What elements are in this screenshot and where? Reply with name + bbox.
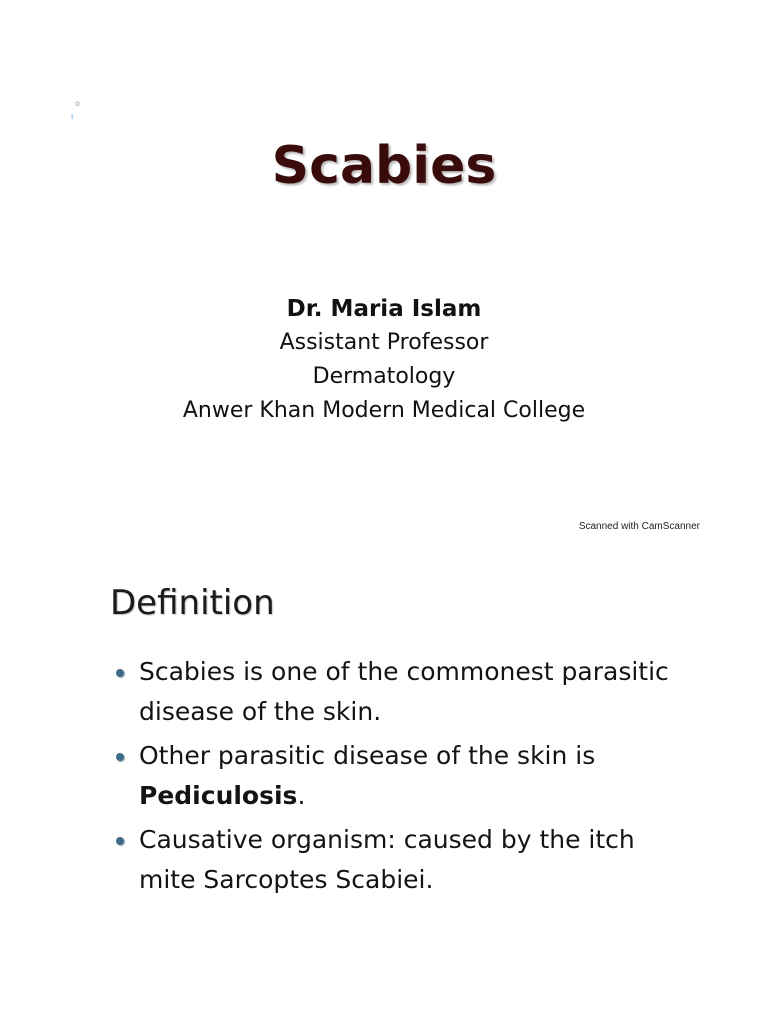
bullet-line: Scabies is one of the commonest parasitic (139, 657, 669, 686)
bullet-line-tail: . (297, 781, 306, 810)
author-position: Assistant Professor (279, 330, 489, 355)
bullet-dot-icon (116, 837, 124, 845)
bullet-line: Causative organism: caused by the itch (139, 825, 635, 854)
bullet-bold-term: Pediculosis (139, 781, 298, 810)
scan-artifact-bottom: ı (71, 112, 74, 121)
definition-heading: Definition (110, 583, 275, 623)
bullet-dot-icon (116, 669, 124, 677)
definition-list (112, 652, 712, 904)
list-item (112, 820, 712, 900)
author-block (0, 292, 768, 428)
list-item (112, 652, 712, 732)
bullet-line: Other parasitic disease of the skin is (139, 741, 596, 770)
bullet-dot-icon (116, 753, 124, 761)
bullet-line: disease of the skin. (139, 697, 382, 726)
camscanner-watermark: Scanned with CamScanner (578, 521, 700, 532)
list-item (112, 736, 712, 816)
slide-title: Scabies (271, 136, 497, 196)
author-name: Dr. Maria Islam (286, 296, 482, 322)
author-department: Dermatology (312, 364, 456, 389)
author-institution: Anwer Khan Modern Medical College (182, 398, 586, 423)
scan-artifact-top: o (75, 99, 80, 108)
bullet-line: mite Sarcoptes Scabiei. (139, 865, 434, 894)
